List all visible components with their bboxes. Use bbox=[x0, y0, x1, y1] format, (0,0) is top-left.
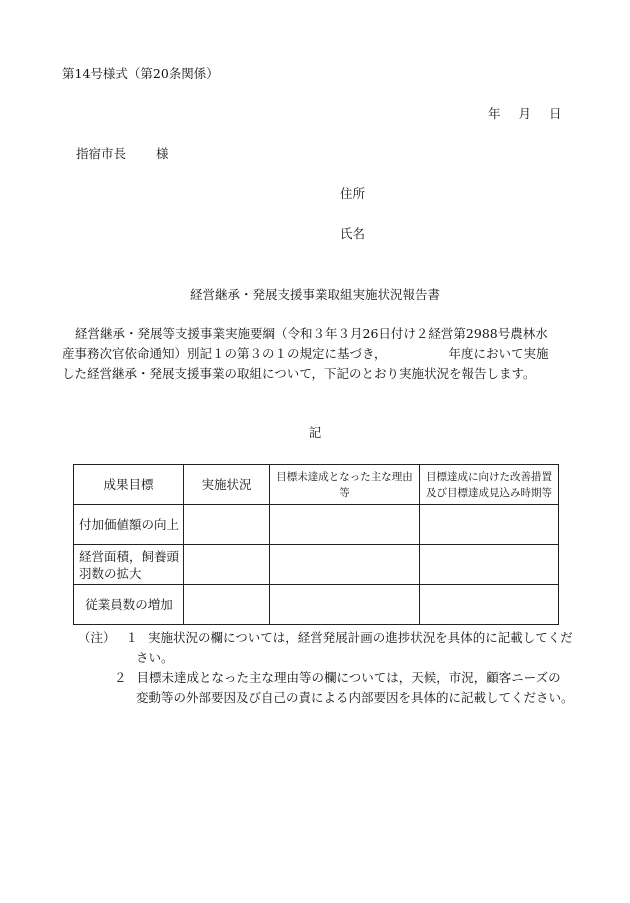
date-line bbox=[488, 106, 562, 122]
note-1-line-2: さい。 bbox=[136, 650, 174, 665]
body-paragraph bbox=[62, 324, 577, 384]
reason-cell[interactable] bbox=[270, 585, 420, 625]
name-label: 氏名 bbox=[340, 226, 366, 241]
header-reason: 目標未達成となった主な理由等 bbox=[270, 465, 420, 505]
header-improve-line2: 及び目標達成見込み時期等 bbox=[426, 486, 552, 499]
body-line-2b: 年度において実施 bbox=[448, 346, 549, 361]
date-month: 月 bbox=[518, 106, 532, 121]
header-status: 実施状況 bbox=[184, 465, 270, 505]
status-cell[interactable] bbox=[184, 585, 270, 625]
form-number: 第14号様式（第20条関係） bbox=[62, 66, 219, 81]
row-goal bbox=[74, 545, 184, 585]
result-table bbox=[73, 464, 559, 625]
notes bbox=[78, 628, 574, 708]
note-1-number: １ bbox=[125, 630, 139, 645]
note-1-line-1 bbox=[78, 628, 573, 648]
note-1-text-1: 実施状況の欄については，経営発展計画の進捗状況を具体的に記載してくだ bbox=[148, 630, 573, 645]
table-row bbox=[74, 545, 559, 585]
row-goal: 付加価値額の向上 bbox=[74, 505, 184, 545]
date-day: 日 bbox=[549, 106, 562, 121]
document-title: 経営継承・発展支援事業取組実施状況報告書 bbox=[189, 287, 440, 302]
note-prefix: （注） bbox=[78, 630, 116, 645]
note-2-line-2: 変動等の外部要因及び自己の責による内部要因を具体的に記載してください。 bbox=[136, 690, 574, 705]
header-goal: 成果目標 bbox=[74, 465, 184, 505]
status-cell[interactable] bbox=[184, 545, 270, 585]
header-improve bbox=[420, 465, 559, 505]
body-line-2a: 産事務次官依命通知）別記１の第３の１の規定に基づき， bbox=[62, 346, 387, 361]
date-year: 年 bbox=[488, 106, 501, 121]
body-line-1: 経営継承・発展等支援事業実施要綱（令和３年３月26日付け２経営第2988号農林水 bbox=[75, 326, 548, 341]
table-row bbox=[74, 585, 559, 625]
reason-cell[interactable] bbox=[270, 505, 420, 545]
table-row bbox=[74, 505, 559, 545]
body-line-3: した経営継承・発展支援事業の取組について，下記のとおり実施状況を報告します。 bbox=[62, 366, 536, 381]
note-2-line-1 bbox=[78, 668, 568, 688]
addressee bbox=[76, 146, 169, 162]
address-label: 住所 bbox=[340, 186, 366, 201]
reason-cell[interactable] bbox=[270, 545, 420, 585]
ki-heading: 記 bbox=[308, 425, 322, 440]
row-goal-line1: 経営面積，飼養頭 bbox=[79, 548, 180, 564]
table-header-row bbox=[74, 465, 559, 505]
body-line-2 bbox=[62, 344, 577, 364]
improve-cell[interactable] bbox=[420, 545, 559, 585]
row-goal-line2: 羽数の拡大 bbox=[79, 565, 142, 581]
addressee-name: 指宿市長 bbox=[76, 146, 127, 161]
note-2-text-1: 目標未達成となった主な理由等の欄については，天候，市況，顧客ニーズの bbox=[136, 670, 561, 685]
row-goal: 従業員数の増加 bbox=[74, 585, 184, 625]
note-2-number: ２ bbox=[114, 670, 127, 685]
header-improve-line1: 目標達成に向けた改善措置 bbox=[426, 470, 552, 483]
improve-cell[interactable] bbox=[420, 505, 559, 545]
addressee-suffix: 様 bbox=[156, 146, 169, 161]
improve-cell[interactable] bbox=[420, 585, 559, 625]
status-cell[interactable] bbox=[184, 505, 270, 545]
